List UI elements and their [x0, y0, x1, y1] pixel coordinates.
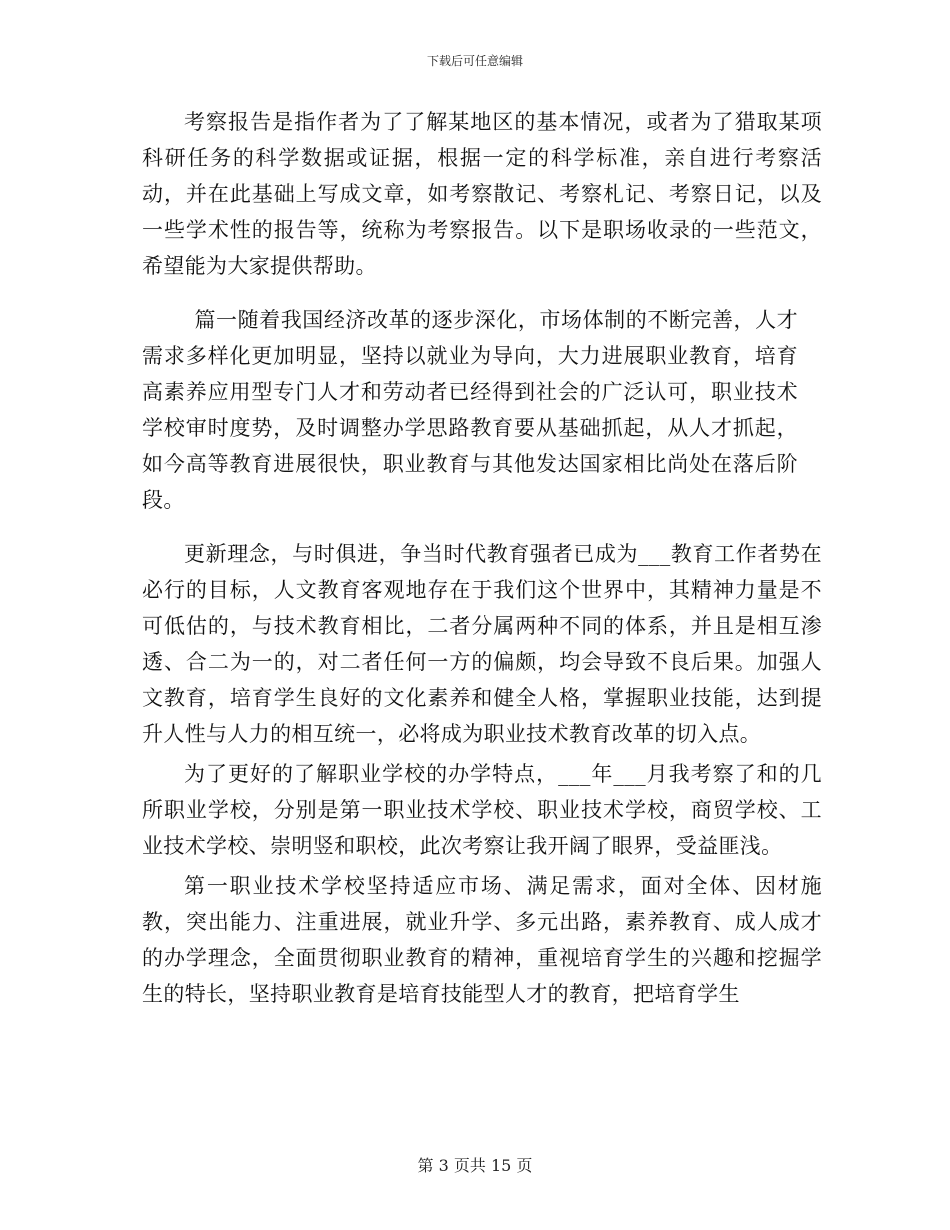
paragraph-first-school: 第一职业技术学校坚持适应市场、满足需求，面对全体、因材施教，突出能力、注重进展，就业升学、多元出路，素养教育、成人成才的办学理念，全面贯彻职业教育的精神，重视培育学生的兴趣和挖掘学生的特长，坚持职业教育是培育技能型人才的教育，把培育学生: [142, 874, 822, 1006]
paragraph-article-one: 篇一随着我国经济改革的逐步深化，市场体制的不断完善，人才需求多样化更加明显，坚持以就业为导向，大力进展职业教育，培育高素养应用型专门人才和劳动者已经得到社会的广泛认可，职业技术学校审时度势，及时调整办学思路教育要从基础抓起，从人才抓起，如今高等教育进展很快，职业教育与其他发达国家相比尚处在落后阶段。: [142, 308, 798, 512]
paragraph-update-concept: 更新理念，与时俱进，争当时代教育强者已成为___教育工作者势在必行的目标，人文教育客观地存在于我们这个世界中，其精神力量是不可低估的，与技术教育相比，二者分属两种不同的体系，并且是相互渗透、合二为一的，对二者任何一方的偏颇，均会导致不良后果。加强人文教育，培育学生良好的文化素养和健全人格，掌握职业技能，达到提升人性与人力的相互统一，必将成为职业技术教育改革的切入点。: [142, 542, 822, 746]
page-number: 第 3 页共 15 页: [417, 1156, 533, 1175]
paragraph-intro: 考察报告是指作者为了了解某地区的基本情况，或者为了猎取某项科研任务的科学数据或证据，根据一定的科学标准，亲自进行考察活动，并在此基础上写成文章，如考察散记、考察札记、考察日记，以及一些学术性的报告等，统称为考察报告。以下是职场收录的一些范文，希望能为大家提供帮助。: [142, 110, 822, 278]
paragraph-inspection: 为了更好的了解职业学校的办学特点，___年___月我考察了和的几所职业学校，分别是第一职业技术学校、职业技术学校，商贸学校、工业技术学校、崇明竖和职校，此次考察让我开阔了眼界，受益匪浅。: [142, 762, 822, 858]
document-body: [142, 104, 822, 1012]
page-header: 下载后可任意编辑: [426, 54, 523, 68]
